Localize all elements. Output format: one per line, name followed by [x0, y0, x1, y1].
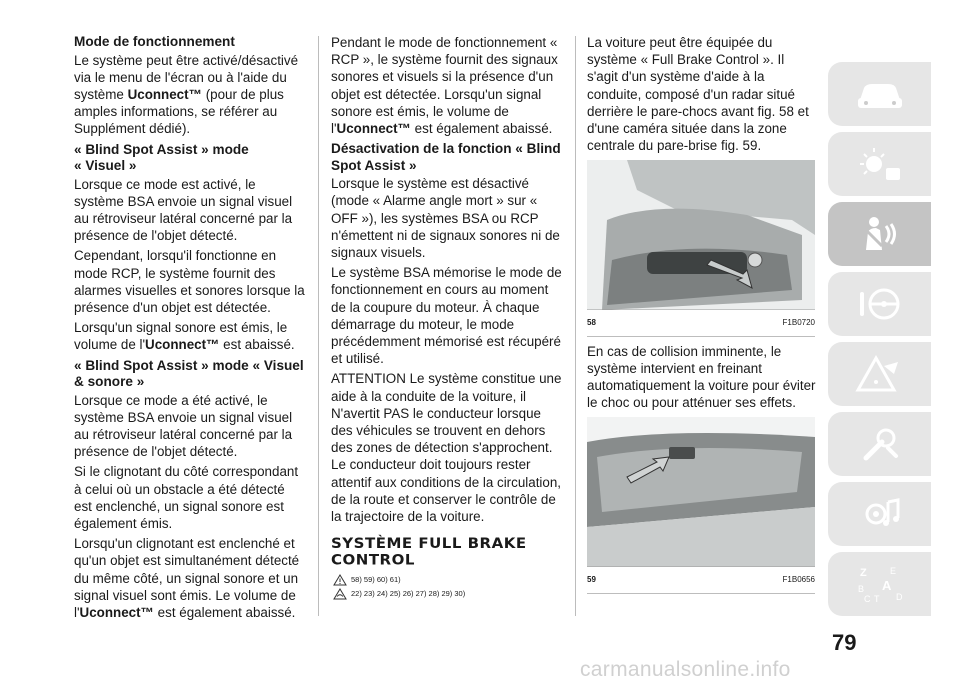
figure-59	[587, 417, 815, 593]
text: est également abaissé.	[153, 604, 296, 620]
car-front-bumper-photo	[587, 160, 815, 310]
tab-driving[interactable]	[828, 272, 931, 336]
index-letter: E	[889, 566, 896, 576]
caution-icon	[333, 588, 347, 600]
tab-warning-lights[interactable]	[828, 132, 931, 196]
text: Le système peut être activé/désactivé via le menu de l'écran ou à l'aide du système	[74, 52, 299, 102]
text: SYSTÈME FULL BRAKE	[331, 535, 527, 553]
multimedia-icon	[852, 492, 908, 536]
index-letter: Z	[859, 567, 867, 579]
tab-dashboard[interactable]	[828, 62, 931, 126]
paragraph	[331, 34, 563, 137]
paragraph	[74, 535, 306, 621]
warning-lights-icon	[852, 142, 908, 186]
text: (pour de plus amples informations, se référer au Supplément dédié).	[74, 86, 284, 137]
brand-text: Uconnect™	[145, 337, 220, 353]
column-divider	[318, 36, 319, 616]
figure-caption	[587, 314, 815, 336]
paragraph: La voiture peut être équipée du système « Full Brake Control ». Il s'agit d'un système d'aide à la conduite, composé d'un radar situé derrière le pare-chocs avant fig. 58 et d'une caméra située dans la zone centrale du pare-brise fig. 59.	[587, 35, 809, 154]
text: « Blind Spot Assist » mode « Visuel	[74, 357, 304, 373]
index-letter: A	[881, 578, 891, 593]
paragraph: Lorsque le système est désactivé (mode « Alarme angle mort » sur « OFF »), les systèmes BSA ou RCP n'émettent ni de signaux sonores ni de signaux visuels.	[331, 176, 560, 261]
steering-wheel-icon	[852, 282, 908, 326]
figure-number: 59	[587, 575, 596, 585]
text-column-1	[74, 34, 306, 624]
caution-reference	[333, 587, 563, 601]
watermark: carmanualsonline.info	[580, 658, 791, 681]
text: Spot Assist »	[331, 157, 417, 173]
text: « Blind Spot Assist » mode	[74, 141, 249, 157]
warning-reference	[333, 573, 563, 587]
figure-caption	[587, 571, 815, 593]
paragraph: Lorsque ce mode est activé, le système BSA envoie un signal visuel au rétroviseur latéral concerné par la présence de l'objet détecté.	[74, 176, 293, 244]
chapter-tabs	[828, 62, 931, 622]
reference-numbers: 58) 59) 60) 61)	[351, 575, 401, 585]
figure-58	[587, 160, 815, 336]
index-letter: C	[863, 594, 870, 604]
index-letter: D	[895, 592, 902, 602]
figure-code: F1B0720	[782, 318, 815, 328]
index-letter: T	[873, 594, 879, 604]
paragraph: Cependant, lorsqu'il fonctionne en mode RCP, le système fournit des alarmes visuelles et sonores lorsque la présence d'un objet est détectée.	[74, 248, 305, 315]
tab-index[interactable]	[828, 552, 931, 616]
paragraph: Lorsque ce mode a été activé, le système BSA envoie un signal visuel au rétroviseur latéral concerné par la présence de l'objet détecté.	[74, 392, 293, 460]
paragraph	[74, 52, 306, 138]
page-number: 79	[832, 630, 857, 655]
brand-text: Uconnect™	[79, 604, 154, 620]
text: Lorsqu'un clignotant est enclenché et qu'un objet est simultanément détecté du même côté, un signal sonore et un signal visuel sont émis. Le volume de l'	[74, 536, 300, 620]
tab-maintenance[interactable]	[828, 412, 931, 476]
car-dashboard-icon	[852, 72, 908, 116]
index-letter: B	[857, 584, 864, 594]
text-column-3	[587, 34, 817, 594]
text: Pendant le mode de fonctionnement « RCP », le système fournit des signaux sonores et visuels si la présence d'un objet est détectée. Lorsqu'un signal sonore est émis, le volume de l'	[331, 35, 558, 137]
paragraph	[74, 319, 306, 353]
text: Lorsqu'un signal sonore est émis, le volume de l'	[74, 320, 288, 353]
text-column-2	[331, 34, 563, 601]
wrench-icon	[852, 422, 908, 466]
figure-code: F1B0656	[782, 575, 815, 585]
heading-visual-mode	[74, 142, 306, 175]
tab-multimedia[interactable]	[828, 482, 931, 546]
text: & sonore »	[74, 374, 145, 390]
brand-text: Uconnect™	[127, 86, 202, 102]
paragraph: En cas de collision imminente, le système intervient en freinant automatiquement la voiture pour éviter le choc ou pour atténuer ses effets.	[587, 343, 816, 411]
warning-triangle-icon	[333, 574, 347, 586]
text: CONTROL	[331, 551, 415, 569]
hazard-triangle-icon	[852, 352, 908, 396]
paragraph: Le système BSA mémorise le mode de fonctionnement en cours au moment de la coupure du moteur. À chaque démarrage du moteur, le mode précédemment mémorisé est récupéré et utilisé.	[331, 265, 562, 367]
tab-safety[interactable]	[828, 202, 931, 266]
paragraph: ATTENTION Le système constitue une aide à la conduite de la voiture, il N'avertit PAS le conducteur lorsque des véhicules se trouvent en dehors des zones de détection s'approchent. Le conducteur doit toujours rester attentif aux conditions de la circulation, de la route et conserver le contrôle de la trajectoire de la voiture.	[331, 371, 562, 525]
heading-deactivation	[331, 141, 563, 174]
text: Désactivation de la fonction « Blind	[331, 141, 561, 157]
heading-visual-sound-mode	[74, 358, 306, 391]
safety-seatbelt-icon	[852, 212, 908, 256]
column-divider	[575, 36, 576, 616]
windshield-camera-photo	[587, 417, 815, 567]
tab-emergency[interactable]	[828, 342, 931, 406]
section-title-full-brake-control	[331, 536, 563, 568]
text: « Visuel »	[74, 158, 137, 174]
text: est abaissé.	[219, 337, 295, 353]
figure-number: 58	[587, 318, 596, 328]
heading-operating-mode: Mode de fonctionnement	[74, 34, 235, 49]
reference-numbers: 22) 23) 24) 25) 26) 27) 28) 29) 30)	[351, 589, 466, 599]
brand-text: Uconnect™	[336, 121, 411, 137]
text: est également abaissé.	[410, 121, 553, 137]
index-letters-icon	[852, 562, 908, 606]
paragraph: Si le clignotant du côté correspondant à celui où un obstacle a été détecté est enclenché, un signal sonore est également émis.	[74, 464, 299, 531]
